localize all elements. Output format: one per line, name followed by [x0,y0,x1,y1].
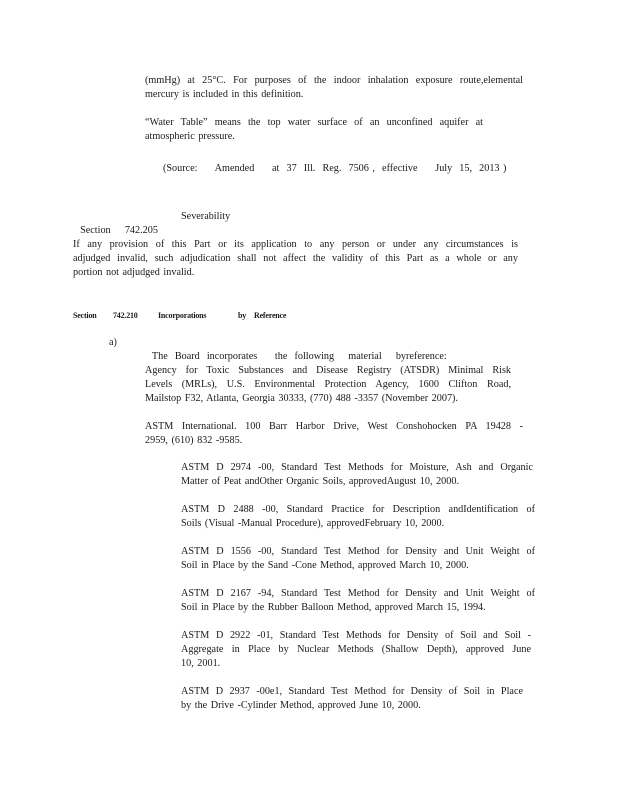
item-a-text [145,336,447,364]
text-line: Mailstop F32, Atlanta, Georgia 30333, (770) 488 -3357 (November 2007). [145,393,458,404]
text-line: Soils (Visual -Manual Procedure), approvedFebruary 10, 2000. [181,518,445,529]
standard-d2167 [181,587,535,615]
standard-d1556 [181,545,535,573]
item-text: The Board incorporates the following material byreference: [151,351,447,362]
standard-d2488 [181,503,535,531]
text-line: 2959, (610) 832 -9585. [145,435,243,446]
text-line: ASTM D 2488 -00, Standard Practice for Description andIdentification of [181,504,535,515]
section-title-severability [181,210,230,224]
text-line: 10, 2001. [181,658,221,669]
text-line: If any provision of this Part or its application to any person or under any circumstances is [73,239,518,250]
text-line: atmospheric pressure. [145,131,235,142]
section-title: Severability [181,211,231,222]
standard-d2937 [181,685,523,713]
reference-astm [145,420,523,448]
text-line: Soil in Place by the Rubber Balloon Method, approved March 15, 1994. [181,602,486,613]
section-title-word: by [238,311,247,320]
list-marker: a) [109,337,117,348]
text-line: Agency for Toxic Substances and Disease Registry (ATSDR) Minimal Risk [145,365,511,376]
text-line: “Water Table” means the top water surface of an unconfined aquifer at [145,117,483,128]
text-line: ASTM D 2974 -00, Standard Test Methods for Moisture, Ash and Organic [181,462,533,473]
text-line: mercury is included in this definition. [145,89,304,100]
text-line: by the Drive -Cylinder Method, approved June 10, 2000. [181,700,421,711]
text-line: ASTM D 2937 -00e1, Standard Test Method for Density of Soil in Place [181,686,523,697]
standard-d2974 [181,461,533,489]
source-note [163,162,506,176]
section-number: Section 742.205 [80,225,158,236]
section-body-severability [73,238,518,280]
text-line: (mmHg) at 25°C. For purposes of the indoor inhalation exposure route,elemental [145,75,523,86]
item-a-marker [109,336,117,350]
text-line: ASTM D 1556 -00, Standard Test Method for Density and Unit Weight of [181,546,535,557]
section-number: 742.210 [113,311,138,320]
text-line: ASTM International. 100 Barr Harbor Drive, West Conshohocken PA 19428 - [145,421,523,432]
text-line: ASTM D 2167 -94, Standard Test Method for Density and Unit Weight of [181,588,535,599]
standard-d2922 [181,629,531,671]
text-line: Soil in Place by the Sand -Cone Method, approved March 10, 2000. [181,560,469,571]
text-line: portion not adjudged invalid. [73,267,195,278]
text-line: Levels (MRLs), U.S. Environmental Protection Agency, 1600 Clifton Road, [145,379,511,390]
text-line: ASTM D 2922 -01, Standard Test Methods for Density of Soil and Soil - [181,630,531,641]
text-line: adjudged invalid, such adjudication shall not affect the validity of this Part as a whole or any [73,253,518,264]
definition-water-table [145,116,483,144]
reference-atsdr [145,364,511,406]
source-note-text: (Source: Amended at 37 Ill. Reg. 7506 , effective July 15, 2013 ) [163,163,507,174]
section-label: Section [73,311,97,320]
text-line: Matter of Peat andOther Organic Soils, approvedAugust 10, 2000. [181,476,460,487]
section-title-word: Incorporations [158,311,207,320]
text-line: Aggregate in Place by Nuclear Methods (Shallow Depth), approved June [181,644,531,655]
section-title-word: Reference [254,311,287,320]
section-heading-742-205 [73,210,158,238]
definition-mercury [145,74,523,102]
